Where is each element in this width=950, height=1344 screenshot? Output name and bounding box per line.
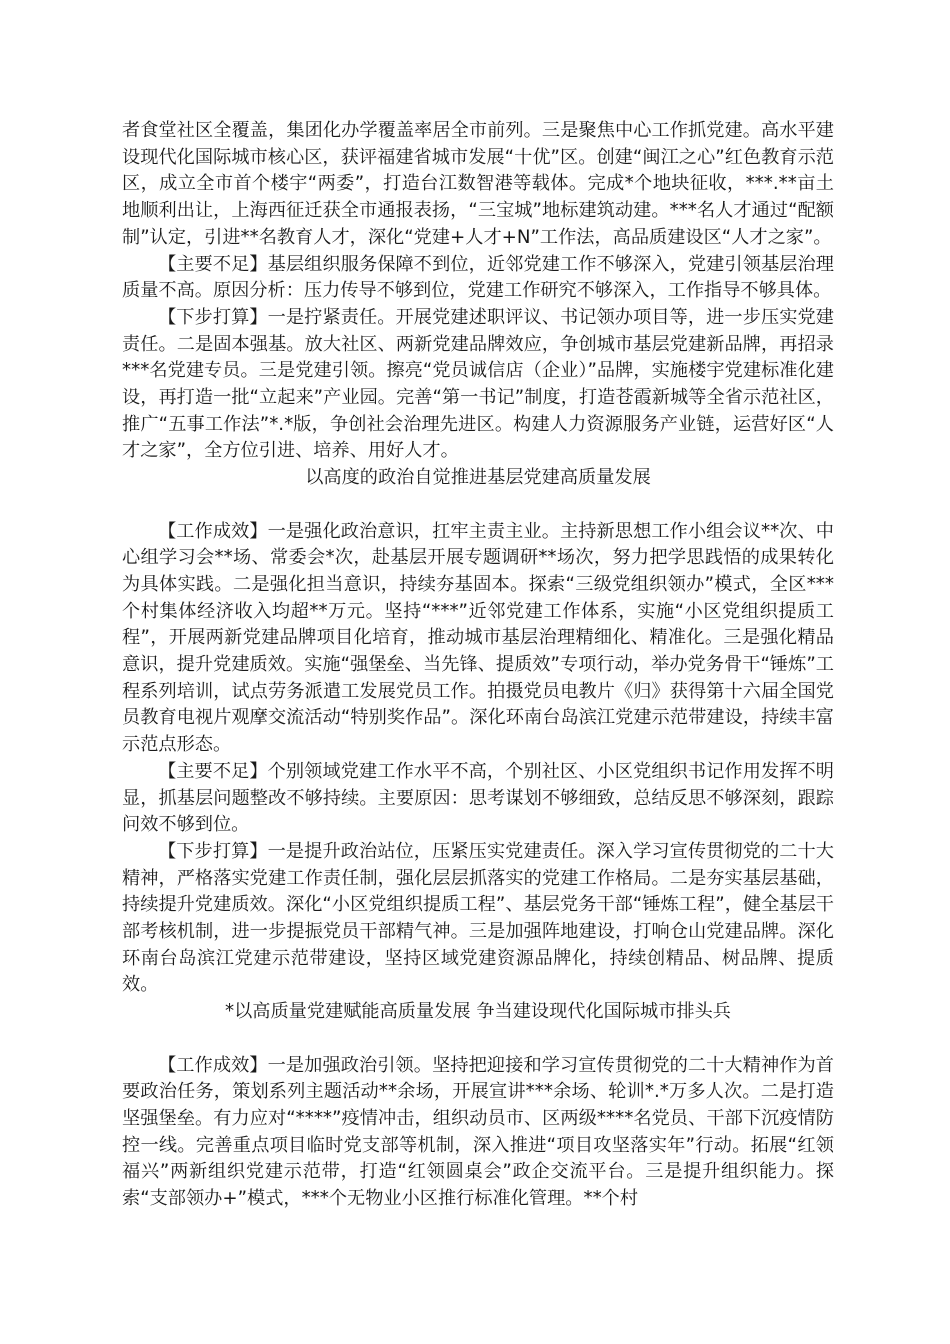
section-heading-2: 以高度的政治自觉推进基层党建高质量发展 (305, 467, 651, 489)
paragraph-shortcomings-2: 【主要不足】个别领域党建工作水平不高，个别社区、小区党组织书记作用发挥不明显，抓基层问题整改不够持续。主要原因：思考谋划不够细致，总结反思不够深刻，跟踪问效不够到位。 (122, 760, 834, 836)
paragraph-next-steps-1: 【下步打算】一是拧紧责任。开展党建述职评议、书记领办项目等，进一步压实党建责任。二是固本强基。放大社区、两新党建品牌效应，争创城市基层党建新品牌，再招录***名党建专员。三是党建引领。擦亮“党员诚信店（企业）”品牌，实施楼宇党建标准化建设，再打造一批“立起来”产业园。完善“第一书记”制度，打造苍霞新城等全省示范社区，推广“五事工作法”*.*版，争创社会治理先进区。构建人力资源服务产业链，运营好区“人才之家”，全方位引进、培养、用好人才。 (122, 306, 834, 462)
paragraph-shortcomings-1: 【主要不足】基层组织服务保障不到位，近邻党建工作不够深入，党建引领基层治理质量不高。原因分析：压力传导不够到位，党建工作研究不够深入，工作指导不够具体。 (122, 253, 834, 302)
section-heading-3: *以高质量党建赋能高质量发展 争当建设现代化国际城市排头兵 (225, 1001, 731, 1023)
paragraph-achievements-3: 【工作成效】一是加强政治引领。坚持把迎接和学习宣传贯彻党的二十大精神作为首要政治任务，策划系列主题活动**余场，开展宣讲***余场、轮训*.*万多人次。二是打造坚强堡垒。有力应对“****”疫情冲击，组织动员市、区两级****名党员、干部下沉疫情防控一线。完善重点项目临时党支部等机制，深入推进“项目攻坚落实年”行动。拓展“红领福兴”两新组织党建示范带，打造“红领圆桌会”政企交流平台。三是提升组织能力。探索“支部领办+”模式，***个无物业小区推行标准化管理。**个村 (122, 1054, 834, 1210)
paragraph-continuation: 者食堂社区全覆盖，集团化办学覆盖率居全市前列。三是聚焦中心工作抓党建。高水平建设现代化国际城市核心区，获评福建省城市发展“十优”区。创建“闽江之心”红色教育示范区，成立全市首个楼宇“两委”，打造台江数智港等载体。完成*个地块征收，***.**亩土地顺利出让，上海西征迁获全市通报表扬，“三宝城”地标建筑动建。***名人才通过“配额制”认定，引进**名教育人才，深化“党建+人才+N”工作法，高品质建设区“人才之家”。 (122, 120, 834, 248)
spacer (122, 1026, 834, 1053)
document-page (122, 118, 834, 1213)
spacer (122, 492, 834, 519)
paragraph-next-steps-2: 【下步打算】一是提升政治站位，压紧压实党建责任。深入学习宣传贯彻党的二十大精神，严格落实党建工作责任制，强化层层抓落实的党建工作格局。二是夯实基层基础，持续提升党建质效。深化“小区党组织提质工程”、基层党务干部“锤炼工程”，健全基层干部考核机制，进一步提振党员干部精气神。三是加强阵地建设，打响仓山党建品牌。深化环南台岛滨江党建示范带建设，坚持区域党建资源品牌化，持续创精品、树品牌、提质效。 (122, 840, 834, 996)
paragraph-achievements-2: 【工作成效】一是强化政治意识，扛牢主责主业。主持新思想工作小组会议**次、中心组学习会**场、常委会*次，赴基层开展专题调研**场次，努力把学思践悟的成果转化为具体实践。二是强化担当意识，持续夯基固本。探索“三级党组织领办”模式，全区***个村集体经济收入均超**万元。坚持“***”近邻党建工作体系，实施“小区党组织提质工程”，开展两新党建品牌项目化培育，推动城市基层治理精细化、精准化。三是强化精品意识，提升党建质效。实施“强堡垒、当先锋、提质效”专项行动，举办党务骨干“锤炼”工程系列培训，试点劳务派遣工发展党员工作。拍摄党员电教片《归》获得第十六届全国党员教育电视片观摩交流活动“特别奖作品”。深化环南台岛滨江党建示范带建设，持续丰富示范点形态。 (122, 520, 834, 756)
